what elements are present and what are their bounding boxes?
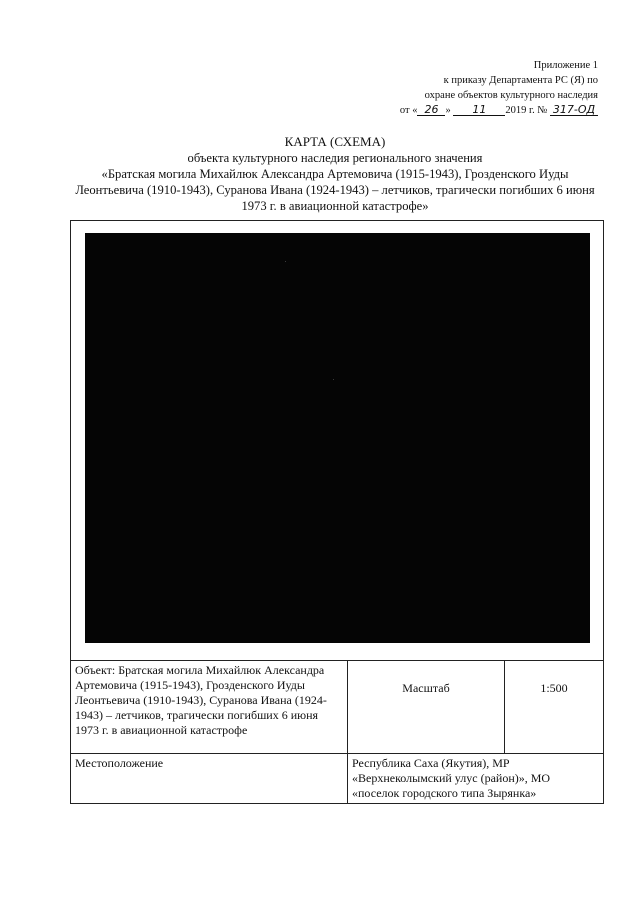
scale-value-cell xyxy=(505,661,604,754)
appendix-date-line xyxy=(400,103,598,118)
appendix-title: Приложение 1 xyxy=(533,60,598,71)
location-label-cell: Местоположение xyxy=(71,754,348,804)
appendix-header xyxy=(400,58,598,118)
map-frame xyxy=(70,220,604,661)
date-prefix: от « xyxy=(399,105,418,116)
info-row-location xyxy=(71,754,604,804)
appendix-order-ref: к приказу Департамента РС (Я) по xyxy=(443,75,598,86)
scale-label-cell xyxy=(348,661,505,754)
document-subheading: объекта культурного наследия регионального значения xyxy=(187,151,483,165)
appendix-department: охране объектов культурного наследия xyxy=(424,90,598,101)
object-cell: Объект: Братская могила Михайлюк Александра Артемовича (1915-1943), Грозденского Иуды Леонтьевича (1910-1943), Суранова Ивана (1924-1943) – летчиков, трагически погибших 6 июня 1973 г. в авиационной катастрофе xyxy=(71,661,348,754)
map-speck xyxy=(285,261,286,262)
date-day: 26 xyxy=(417,104,445,116)
scale-label: Масштаб xyxy=(402,681,450,695)
order-number: 317-ОД xyxy=(550,104,598,116)
date-year: 2019 г. № xyxy=(505,105,548,116)
info-row-object xyxy=(71,661,604,754)
map-speck xyxy=(333,379,334,380)
location-value-cell: Республика Саха (Якутия), МР «Верхнеколымский улус (район)», МО «поселок городского типа Зырянка» xyxy=(348,754,604,804)
info-table xyxy=(70,660,604,804)
date-month: 11 xyxy=(453,104,505,116)
date-mid: » xyxy=(445,105,451,116)
scale-value: 1:500 xyxy=(540,681,568,695)
map-image xyxy=(85,233,590,643)
document-title-block xyxy=(70,134,600,214)
document-heading: КАРТА (СХЕМА) xyxy=(284,134,386,149)
object-name: «Братская могила Михайлюк Александра Артемовича (1915-1943), Грозденского Иуды Леонтьевича (1910-1943), Суранова Ивана (1924-1943) – летчиков, трагически погибших 6 июня 1973 г. в авиационной катастрофе» xyxy=(75,167,595,213)
